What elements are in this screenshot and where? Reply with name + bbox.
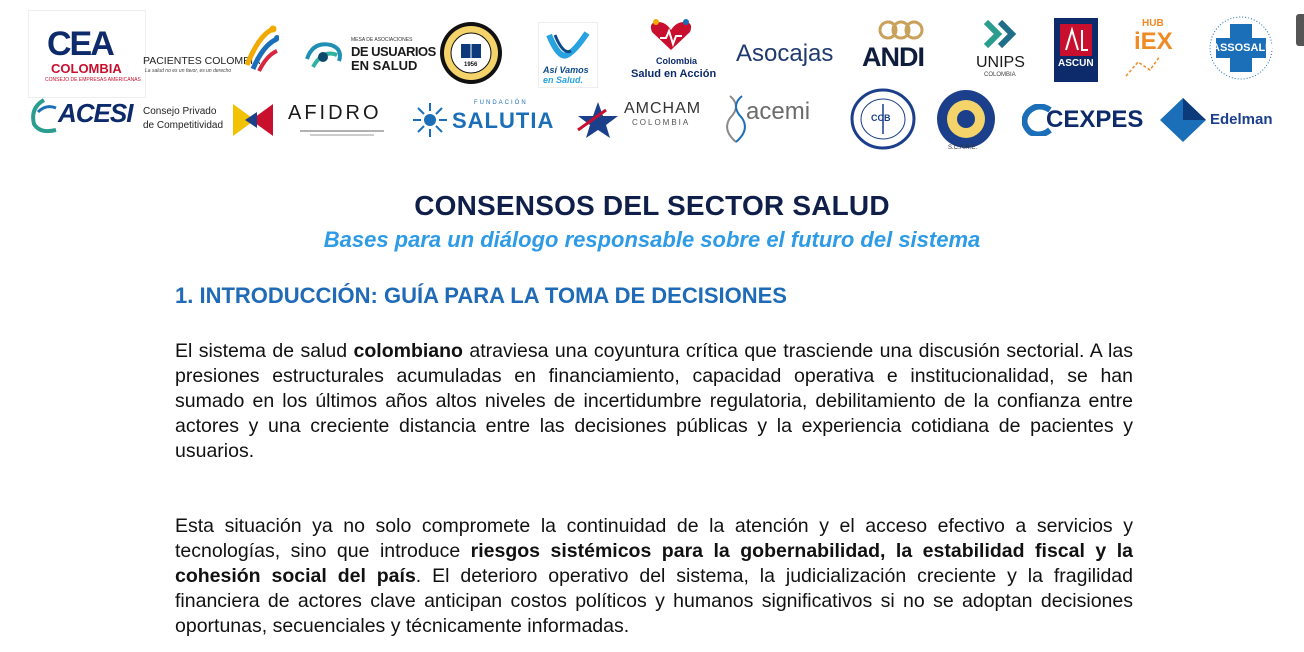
partner-logo-strip	[0, 0, 1304, 155]
andi-logo	[862, 20, 940, 74]
salud-accion-sub: Salud en Acción	[631, 68, 717, 80]
paragraph-risks-text-c: . El deterioro operativo del sistema, la judicialización creciente y la fragilidad financiera de actores clave anticipan costos políticos y humanos significativos si no se adoptan decisiones oportunas, secuenciales y técnicamente informadas.	[175, 565, 1133, 637]
pacientes-logo-name: PACIENTES COLOMBIA	[143, 55, 261, 67]
asi-vamos-logo	[538, 22, 598, 88]
pacientes-colombia-logo	[143, 25, 278, 75]
andi-name: ANDI	[862, 42, 924, 72]
acemi-dna-icon	[726, 94, 746, 144]
consejo-privado-logo	[143, 100, 275, 140]
paragraph-intro-text-c: atraviesa una coyuntura crítica que trasciende una discusión sectorial. A las presiones estructurales acumuladas en financiamiento, capacidad operativa e institucionalidad, se han sumado en los últimos años altos niveles de incertidumbre regulatoria, debilitamiento de la confianza entre actores y una creciente distancia entre las decisiones públicas y la experiencia cotidiana de pacientes y usuarios.	[175, 340, 1133, 462]
acesi-swoosh-icon	[28, 98, 60, 136]
mesa-usuarios-logo	[303, 35, 436, 77]
hub-network-icon	[1122, 52, 1162, 80]
edelman-diamond-icon	[1160, 98, 1206, 142]
asivamos-sub: en Salud.	[543, 75, 584, 85]
consejo-star-icon	[231, 100, 275, 140]
salutia-top: FUNDACIÓN	[474, 100, 528, 106]
ascun-logo	[1054, 18, 1098, 82]
paragraph-risks-bold: riesgos sistémicos para la gobernabilidad, la estabilidad fiscal y la cohesión social del país	[175, 540, 1133, 587]
paragraph-risks	[175, 514, 1133, 639]
salutia-sun-icon	[412, 102, 448, 138]
acemi-logo	[726, 94, 818, 144]
afidro-name: AFIDRO	[288, 102, 382, 124]
cea-colombia-logo	[28, 10, 146, 98]
acesi-name: ACESI	[58, 98, 133, 128]
ascun-emblem-icon	[1060, 24, 1092, 56]
sociedades-cientificas-logo	[438, 20, 504, 86]
ccb-name: CCB	[871, 113, 891, 123]
salutia-name: SALUTIA	[452, 108, 555, 133]
assosalud-logo	[1208, 14, 1282, 82]
fundacion-salutia-logo	[412, 100, 568, 140]
scare-logo	[932, 84, 1000, 154]
ascun-name: ASCUN	[1058, 58, 1094, 69]
consejo-line2: de Competitividad	[143, 120, 224, 131]
heart-people-icon	[646, 18, 696, 52]
scare-seal-icon	[932, 88, 1000, 150]
paragraph-intro-text-a: El sistema de salud	[175, 340, 354, 362]
asivamos-name: Así Vamos	[543, 65, 589, 75]
people-ribbon-icon	[243, 25, 279, 73]
acesi-logo	[28, 96, 133, 140]
swirl-icon	[303, 39, 347, 73]
unips-logo	[970, 16, 1032, 82]
scare-name: S.C.A.R.E.	[948, 145, 978, 151]
andi-rings-icon	[878, 20, 924, 40]
unips-name: UNIPS	[976, 54, 1025, 71]
wave-v-icon	[545, 29, 591, 63]
acemi-name: acemi	[746, 98, 811, 125]
edelman-logo	[1160, 96, 1276, 144]
cexpes-name: CEXPES	[1046, 106, 1144, 133]
afidro-underline-icon	[300, 128, 384, 138]
section-heading: 1. INTRODUCCIÓN: GUÍA PARA LA TOMA DE DECISIONES	[175, 283, 787, 308]
consejo-line1: Consejo Privado	[143, 106, 217, 117]
ccb-logo	[850, 88, 916, 150]
amcham-name: AMCHAM	[624, 100, 702, 117]
assosalud-name: ASSOSALUD	[1212, 42, 1282, 54]
afidro-logo	[288, 100, 398, 140]
seal-icon	[438, 20, 504, 86]
document-title: CONSENSOS DEL SECTOR SALUD	[414, 190, 890, 221]
cexpes-logo	[1022, 100, 1144, 140]
hubiex-top: HUB	[1142, 18, 1164, 29]
salud-accion-name: Colombia	[656, 56, 698, 66]
cea-logo-line1: COLOMBIA	[51, 61, 122, 76]
usuarios-bottom: EN SALUD	[351, 58, 418, 73]
hubiex-name: iEX	[1134, 28, 1173, 55]
asocajas-name: Asocajas	[736, 40, 834, 67]
sociedades-year: 1956	[464, 62, 478, 68]
pacientes-logo-tagline: La salud no es un favor, es un derecho	[145, 68, 232, 74]
paragraph-intro	[175, 339, 1133, 464]
amcham-colombia-logo	[576, 98, 708, 144]
document-subtitle: Bases para un diálogo responsable sobre el futuro del sistema	[323, 227, 981, 252]
cea-logo-name: CEA	[47, 25, 113, 63]
asocajas-logo	[736, 40, 842, 70]
paragraph-intro-bold: colombiano	[353, 340, 463, 362]
cea-logo-line2: CONSEJO DE EMPRESAS AMERICANAS	[45, 77, 141, 83]
amcham-sub: COLOMBIA	[632, 118, 691, 127]
hub-iex-logo	[1120, 18, 1182, 82]
colombia-salud-en-accion-logo	[628, 18, 716, 84]
amcham-star-icon	[576, 100, 620, 140]
unips-sub: COLOMBIA	[984, 72, 1016, 78]
usuarios-top: MESA DE ASOCIACIONES	[351, 37, 413, 43]
window-edge-tab	[1296, 14, 1304, 46]
edelman-name: Edelman	[1210, 111, 1273, 128]
paragraph-risks-text-a: Esta situación ya no solo compromete la continuidad de la atención y el acceso efectivo a servicios y tecnologías, sino que introduce	[175, 515, 1133, 562]
usuarios-mid: DE USUARIOS	[351, 44, 436, 59]
unips-chevron-icon	[982, 16, 1020, 52]
